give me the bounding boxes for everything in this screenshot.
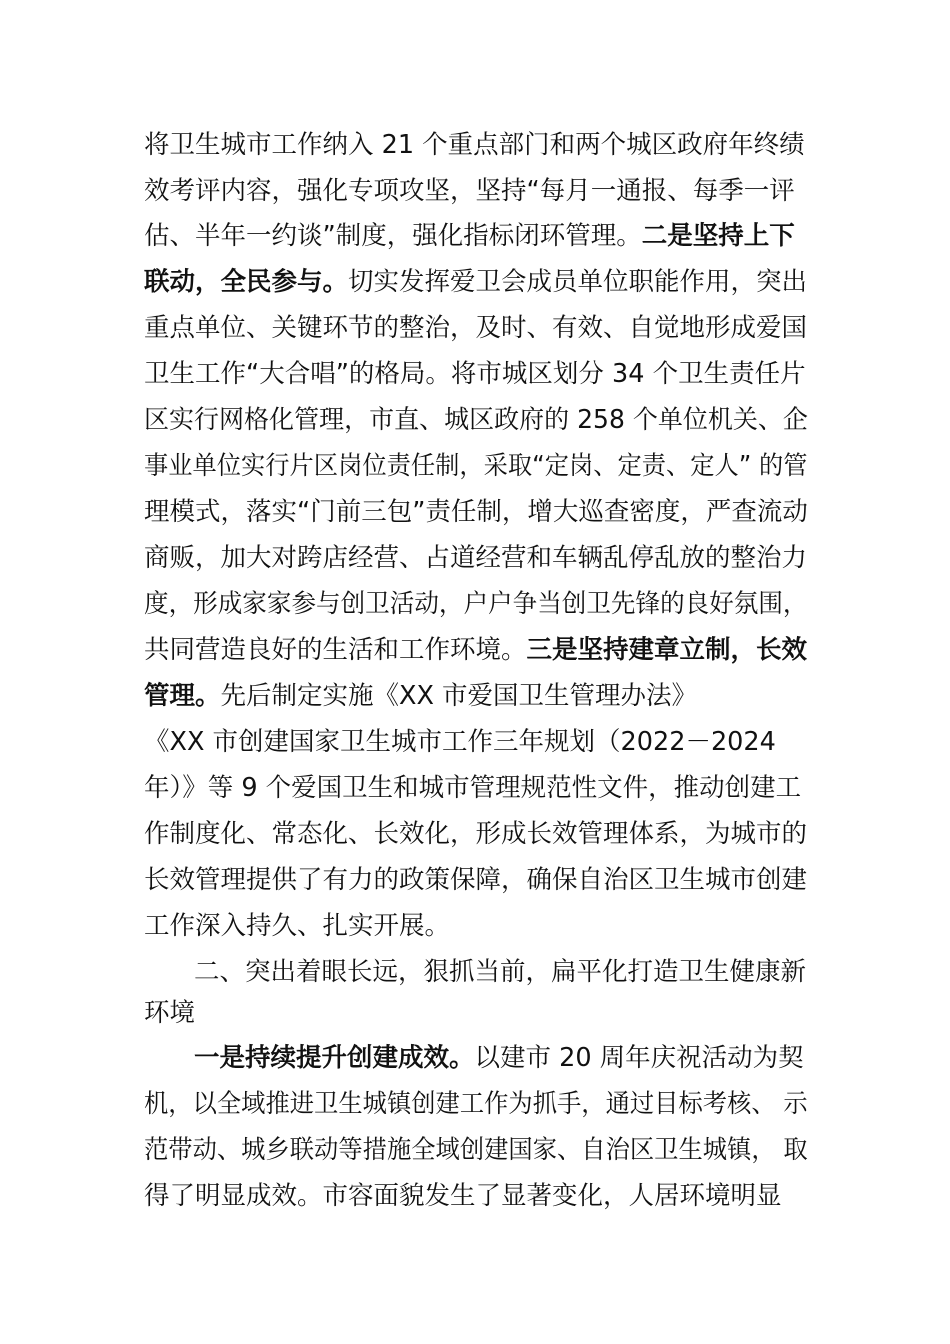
text-line: [144, 311, 807, 345]
text-run: 工作深入持久、扎实开展。: [144, 911, 451, 941]
text-run: 卫生工作“大合唱”的格局。将市城区划分 34 个卫生责任片: [144, 359, 806, 389]
text-line: [144, 174, 795, 208]
text-run: 理模式，落实“门前三包”责任制，增大巡查密度，严查流动: [144, 497, 808, 527]
text-run: 以建市 20 周年庆祝活动为契: [474, 1043, 804, 1073]
text-run: 区实行网格化管理，市直、城区政府的 258 个单位机关、企: [144, 405, 808, 435]
text-line: [144, 541, 807, 575]
text-line: [144, 265, 807, 299]
section-heading-line: [144, 996, 195, 1030]
text-line: [144, 219, 795, 253]
text-line: [144, 1179, 782, 1213]
bold-heading-run: 一是持续提升创建成效。: [194, 1043, 475, 1073]
bold-heading-run: 管理。: [144, 681, 221, 711]
text-line: [144, 587, 808, 621]
text-line: [144, 495, 808, 529]
text-run: 将卫生城市工作纳入 21 个重点部门和两个城区政府年终绩: [144, 130, 805, 160]
text-run: 机，以全域推进卫生城镇创建工作为抓手，通过目标考核、 示: [144, 1089, 808, 1119]
text-line: [144, 128, 805, 162]
bold-heading-run: 三是坚持建章立制，长效: [526, 635, 808, 665]
text-run: 范带动、城乡联动等措施全域创建国家、自治区卫生城镇， 取: [144, 1135, 808, 1165]
text-run: 事业单位实行片区岗位责任制，采取“定岗、定责、定人” 的管: [144, 451, 808, 481]
text-line: [144, 863, 807, 897]
section-heading: 二、突出着眼长远，狠抓当前，扁平化打造卫生健康新: [194, 957, 807, 987]
text-run: 得了明显成效。市容面貌发生了显著变化，人居环境明显: [144, 1181, 782, 1211]
bold-heading-run: 二是坚持上下: [641, 221, 795, 251]
text-line: [144, 403, 808, 437]
text-line: [144, 725, 776, 759]
text-run: 重点单位、关键环节的整治，及时、有效、自觉地形成爱国: [144, 313, 808, 343]
text-line: [144, 1133, 808, 1167]
text-line: [144, 633, 807, 667]
text-line: [144, 909, 450, 943]
text-line: [194, 1041, 804, 1075]
text-run: 商贩，加大对跨店经营、占道经营和车辆乱停乱放的整治力: [144, 543, 808, 573]
text-line: [144, 817, 807, 851]
text-run: 《XX 市创建国家卫生城市工作三年规划（2022－2024: [144, 727, 776, 757]
text-run: 估、半年一约谈”制度，强化指标闭环管理。: [144, 221, 642, 251]
bold-heading-run: 联动，全民参与。: [144, 267, 349, 297]
section-heading-line: [194, 955, 806, 989]
section-heading: 环境: [144, 998, 196, 1028]
text-line: [144, 357, 806, 391]
text-run: 年）》等 9 个爱国卫生和城市管理规范性文件，推动创建工: [144, 773, 802, 803]
text-run: 共同营造良好的生活和工作环境。: [144, 635, 527, 665]
text-line: [144, 771, 801, 805]
text-run: 度，形成家家参与创卫活动，户户争当创卫先锋的良好氛围，: [144, 589, 808, 619]
text-run: 效考评内容，强化专项攻坚，坚持“每月一通报、每季一评: [144, 176, 795, 206]
text-run: 作制度化、常态化、长效化，形成长效管理体系，为城市的: [144, 819, 808, 849]
text-line: [144, 679, 697, 713]
text-run: 先后制定实施《XX 市爱国卫生管理办法》: [220, 681, 698, 711]
text-line: [144, 1087, 808, 1121]
text-line: [144, 449, 808, 483]
text-run: 切实发挥爱卫会成员单位职能作用，突出: [348, 267, 808, 297]
text-run: 长效管理提供了有力的政策保障，确保自治区卫生城市创建: [144, 865, 808, 895]
